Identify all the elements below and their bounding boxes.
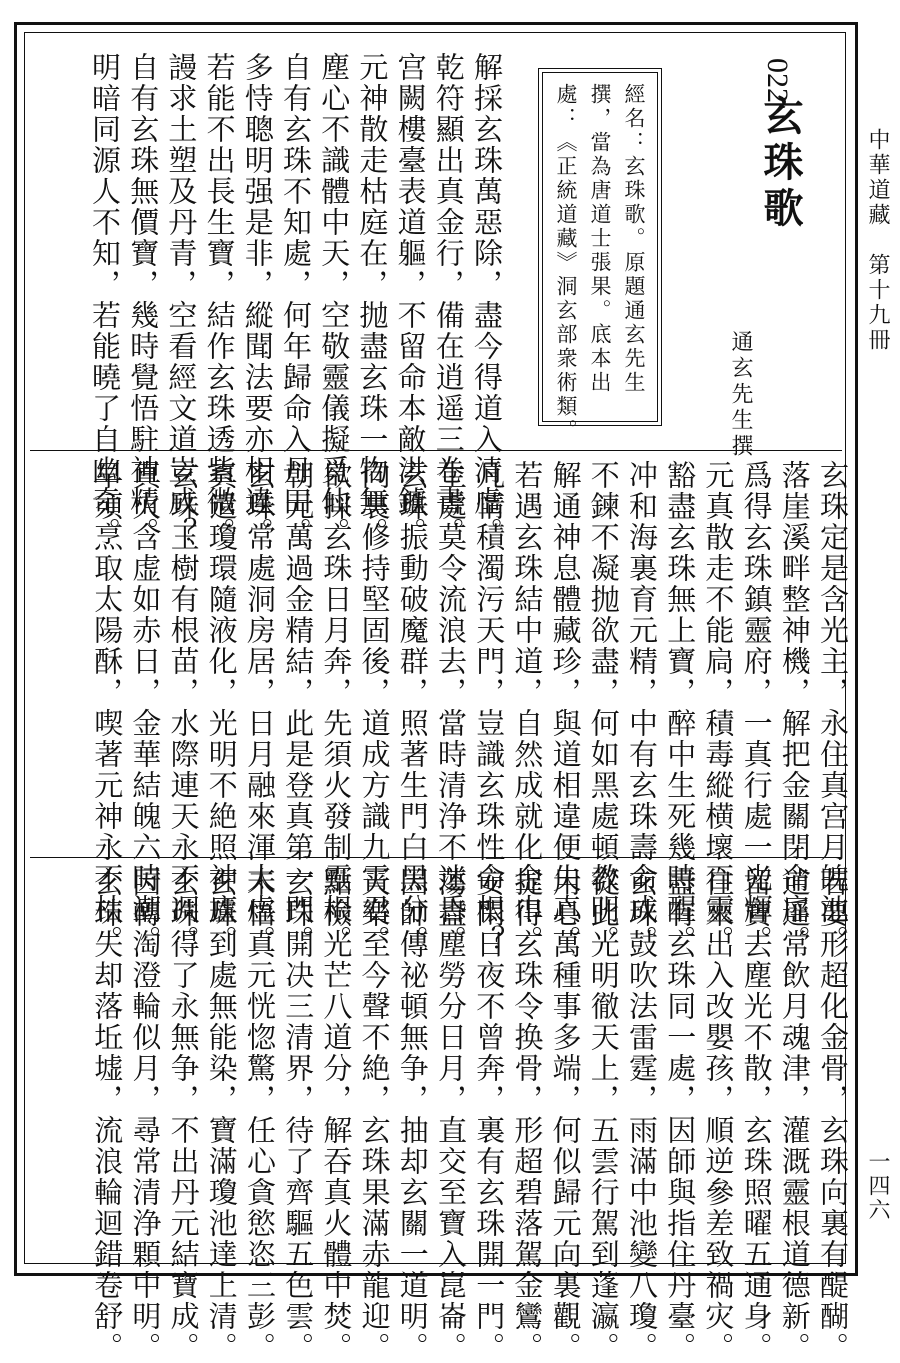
verse-line: 元真散走不能扃，積毒縱横壞百靈。	[701, 460, 736, 956]
verse-line: 早須烹取太陽酥，喫著元神永不枯。	[90, 460, 125, 956]
verse-line: 若能不出長生寶，結作玄珠透紫微。	[202, 52, 237, 548]
work-title: 玄珠歌	[757, 95, 803, 233]
verse-line: 豁盡玄珠無上寶，醉中生死幾時醒。	[663, 460, 698, 956]
verse-line: 爲得玄珠鎮靈府，一真行處一光輝。	[739, 460, 774, 956]
verse-line: 盡有玄珠同一處，因師與指住丹臺。	[663, 867, 698, 1363]
verse-line: 玄珠失却落坵墟，流浪輪迴錯卷舒。	[90, 867, 125, 1363]
verse-line: 落崖溪畔整神機，解把金關閉命扉。	[777, 460, 812, 956]
verse-line: 玄珠玉樹有根苗，水際連天永不凋。	[166, 460, 201, 956]
verse-line: 玄珠開决三清界，待了齊驅五色雲。	[281, 867, 316, 1363]
verse-line: 乾符顯出真金行，備在逍遥三卷書。	[431, 52, 466, 548]
verse-line: 從此光明徹天上，五雲行駕到蓬瀛。	[586, 867, 621, 1363]
verse-line: 捉得玄珠令换骨，形超碧落駕金鸞。	[510, 867, 545, 1363]
verse-line: 自有玄珠無價寶，幾時覺悟駐神精。	[126, 52, 161, 548]
verse-line: 向裏修持堅固後，道成方識九霄君。	[357, 460, 392, 956]
verse-line: 留寶去塵光不散，玄珠照曜五通身。	[739, 867, 774, 1363]
verse-line: 用心萬種事多端，何似歸元向裏觀。	[548, 867, 583, 1363]
verse-line: 真火含虚如赤日，金華結魄六時潮。	[128, 460, 163, 956]
verse-line: 若要形超化金骨，玄珠向裏有醍醐。	[816, 867, 850, 1363]
verse-line: 自有玄珠不知處，何年歸命入丹田。	[279, 52, 313, 548]
catalog-note-box	[538, 68, 662, 443]
verse-line: 玄珠振動破魔群，照著生門白黑分。	[395, 460, 430, 956]
verse-line: 凡情積濁污天門，豈識玄珠性命根？	[472, 460, 507, 956]
verse-line: 冲和海裏育元精，中有玄珠壽命成。	[625, 460, 659, 956]
note-line: 經名：玄珠歌。原題通玄先生	[622, 83, 646, 395]
verse-line: 若遇玄珠結中道，自然成就化金巾。	[510, 460, 545, 956]
page-number: 一四六	[865, 1150, 890, 1222]
verse-line: 天樂至今聲不絶，玄珠果滿赤龍迎。	[357, 867, 392, 1363]
verse-line: 解通神息體藏珍，與道相違便失真。	[548, 460, 583, 956]
note-line: 處：《正統道藏》洞玄部衆術類。	[554, 83, 578, 443]
verse-line: 謾求土塑及丹青，空看經文道豈成？	[164, 52, 199, 548]
verse-line: 朝元萬過金精結，此是登真第一門。	[281, 460, 316, 956]
verse-line: 蕩盡塵勞分日月，直交至寶入崑崙。	[434, 867, 468, 1363]
verse-line: 塵心不識體中天，空敬靈儀擬覓仙。	[317, 52, 352, 548]
verse-line: 欲採玄珠日月奔，先須火發制靈根。	[319, 460, 354, 956]
verse-line: 安閑日夜不曾奔，裏有玄珠開一門。	[472, 867, 507, 1363]
work-number: 022	[761, 58, 794, 103]
verse-line: 真遣瓊環隨液化，光明不絶照神廬。	[204, 460, 239, 956]
verse-line: 不鍊不凝抛欲盡，何如黑處頓教明。	[586, 460, 621, 956]
verse-line: 元神散走枯庭在，抛盡玄珠一物無。	[355, 52, 390, 548]
verse-line: 生處莫令流浪去，當時清浄不迷昏。	[434, 460, 468, 956]
verse-line: 玄珠常處洞房居，日月融來渾太虚。	[243, 460, 277, 956]
verse-line: 玄珠得了永無争，不出丹元結寶成。	[166, 867, 201, 1363]
verse-line: 逍遥常飲月魂津，灌溉靈根道德新。	[777, 867, 812, 1363]
verse-line: 宫闕樓臺表道軀，不留命本敵洪鑪。	[393, 52, 428, 548]
verse-line: 因轉淘澄輪似月，尋常清浄顆中明。	[128, 867, 163, 1363]
verse-line: 因師傳祕頓無争，抽却玄關一道明。	[395, 867, 430, 1363]
verse-line: 往來出入改嬰孩，順逆參差致禍灾。	[701, 867, 736, 1363]
verse-line: 解採玄珠萬惡除，盡今得道入清虛。	[470, 52, 504, 548]
verse-line: 未悟真元恍惚驚，任心貪慾恣三彭。	[243, 867, 277, 1363]
verse-line: 點檢光芒八道分，解吞真火體中焚。	[319, 867, 354, 1363]
running-header-title: 中華道藏 第十九冊	[865, 128, 890, 353]
verse-line: 明暗同源人不知，若能曉了自幽奇。	[88, 52, 122, 548]
verse-line: 玄珠鼓吹法雷霆，雨滿中池變八瓊。	[625, 867, 659, 1363]
verse-line: 多恃聰明强是非，縱聞法要亦相違。	[240, 52, 275, 548]
verse-line: 玄珠定是含光主，永住真宫月魄池。	[816, 460, 850, 956]
verse-line: 玄珠到處無能染，寶滿瓊池達上清。	[204, 867, 239, 1363]
work-author: 通玄先生撰	[728, 330, 753, 460]
note-line: 撰，當為唐道士張果。底本出	[588, 83, 612, 395]
